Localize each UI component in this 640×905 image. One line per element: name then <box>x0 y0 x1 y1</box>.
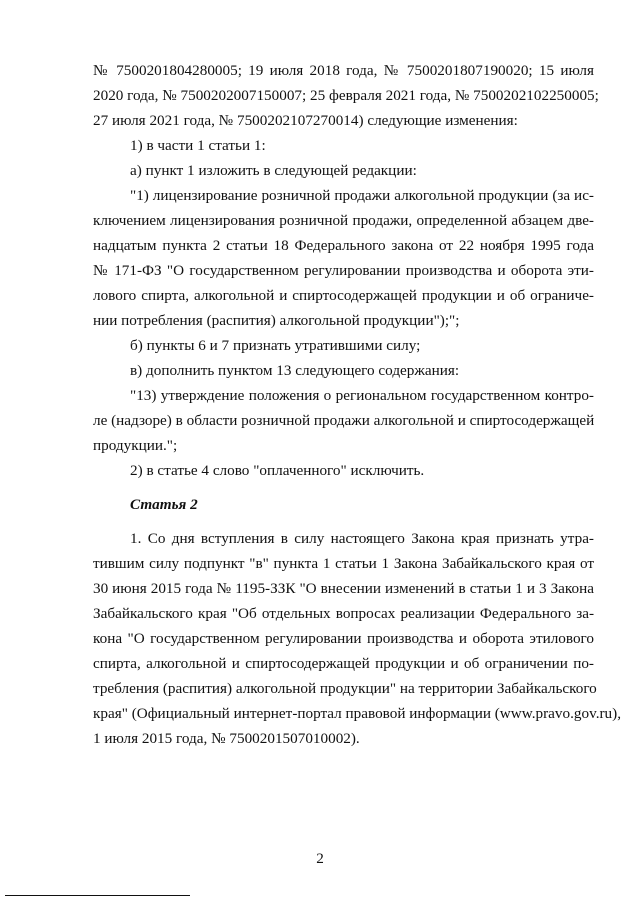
text-line: продукции."; <box>93 437 178 454</box>
text-line: спирта, алкогольной и спиртосодержащей продукции и об ограничении по- <box>93 655 594 672</box>
text-line: 1) в части 1 статьи 1: <box>130 137 266 154</box>
text-line: б) пункты 6 и 7 признать утратившими силу; <box>130 337 421 354</box>
text-line: а) пункт 1 изложить в следующей редакции: <box>130 162 417 179</box>
text-line: 2) в статье 4 слово "оплаченного" исключить. <box>130 462 425 479</box>
text-line: лового спирта, алкогольной и спиртосодержащей продукции и об ограниче- <box>93 287 594 304</box>
text-line: Забайкальского края "Об отдельных вопросах реализации Федерального за- <box>93 605 594 622</box>
footnote-divider <box>5 895 190 896</box>
text-line: 27 июля 2021 года, № 7500202107270014) следующие изменения: <box>93 112 518 129</box>
text-line: края" (Официальный интернет-портал правовой информации (www.pravo.gov.ru), <box>93 705 621 722</box>
text-line: № 7500201804280005; 19 июля 2018 года, № 7500201807190020; 15 июля <box>93 62 594 79</box>
text-line: ле (надзоре) в области розничной продажи алкогольной и спиртосодержащей <box>93 412 595 429</box>
text-line: 30 июня 2015 года № 1195-ЗЗК "О внесении изменений в статьи 1 и 3 Закона <box>93 580 594 597</box>
text-line: № 171-ФЗ "О государственном регулировании производства и оборота эти- <box>93 262 594 279</box>
text-line: требления (распития) алкогольной продукции" на территории Забайкальского <box>93 680 597 697</box>
text-line: в) дополнить пунктом 13 следующего содержания: <box>130 362 460 379</box>
text-line: ключением лицензирования розничной продажи, определенной абзацем две- <box>93 212 594 229</box>
text-line: 2020 года, № 7500202007150007; 25 февраля 2021 года, № 7500202102250005; <box>93 87 599 104</box>
article-heading: Статья 2 <box>130 496 198 513</box>
text-line: тившим силу подпункт "в" пункта 1 статьи 1 Закона Забайкальского края от <box>93 555 594 572</box>
text-line: 1. Со дня вступления в силу настоящего Закона края признать утра- <box>130 530 594 547</box>
page-number: 2 <box>316 850 324 867</box>
text-line: надцатым пункта 2 статьи 18 Федерального закона от 22 ноября 1995 года <box>93 237 594 254</box>
text-line: "1) лицензирование розничной продажи алкогольной продукции (за ис- <box>130 187 594 204</box>
text-line: 1 июля 2015 года, № 7500201507010002). <box>93 730 360 747</box>
text-line: кона "О государственном регулировании производства и оборота этилового <box>93 630 594 647</box>
text-line: "13) утверждение положения о региональном государственном контро- <box>130 387 594 404</box>
text-line: нии потребления (распития) алкогольной продукции");"; <box>93 312 460 329</box>
